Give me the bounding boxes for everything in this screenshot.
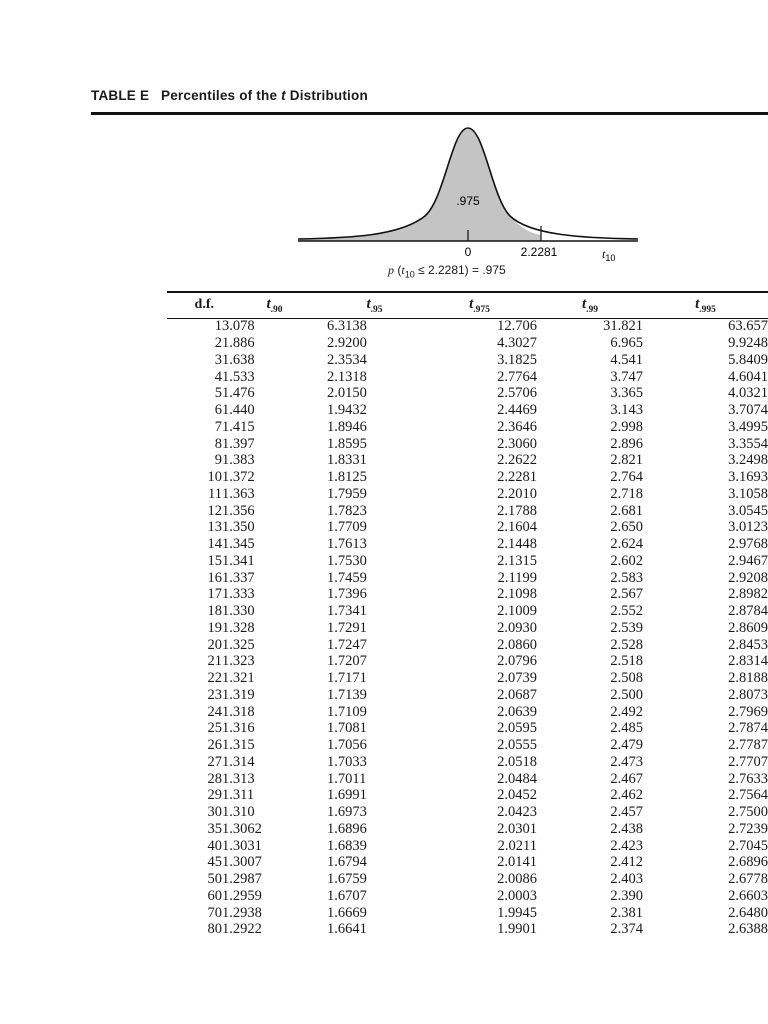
value-cell: 2.3646 [497, 418, 537, 435]
header-row [167, 292, 768, 318]
value-cell: 2.0003 [497, 887, 537, 904]
df-cell: 2 [214, 335, 222, 352]
df-cell: 26 [207, 737, 222, 754]
value-cell: 1.7247 [327, 636, 367, 653]
value-cell: 2.9208 [728, 569, 768, 586]
value-cell: 2.6388 [728, 921, 768, 934]
value-cell: 1.7109 [327, 703, 367, 720]
df-cell: 20 [207, 636, 222, 653]
value-cell: 2.0211 [497, 837, 537, 854]
table-title [91, 88, 368, 103]
value-cell: 1.7171 [327, 670, 367, 687]
value-cell: 2.2281 [497, 469, 537, 486]
value-cell: 3.365 [610, 385, 643, 402]
value-cell: 3.747 [610, 368, 643, 385]
value-cell: 1.7613 [327, 536, 367, 553]
value-cell: 3.0123 [728, 519, 768, 536]
value-cell: 2.0687 [497, 686, 537, 703]
df-cell: 45 [207, 854, 222, 871]
value-cell: 1.315 [222, 737, 255, 754]
value-cell: 2.7969 [728, 703, 768, 720]
value-cell: 2.0739 [497, 670, 537, 687]
table-row [167, 837, 768, 854]
table-row [167, 653, 768, 670]
value-cell: 1.7291 [327, 619, 367, 636]
table-row [167, 486, 768, 503]
df-cell: 25 [207, 720, 222, 737]
value-cell: 2.1199 [497, 569, 537, 586]
value-cell: 1.7530 [327, 552, 367, 569]
value-cell: 31.821 [603, 318, 643, 335]
value-cell: 2.7045 [728, 837, 768, 854]
value-cell: 2.7500 [728, 804, 768, 821]
value-cell: 1.638 [222, 351, 255, 368]
value-cell: 2.5706 [497, 385, 537, 402]
df-cell: 21 [207, 653, 222, 670]
value-cell: 2.1098 [497, 586, 537, 603]
value-cell: 2.7874 [728, 720, 768, 737]
table-row [167, 435, 768, 452]
table-label: TABLE E [91, 88, 150, 103]
df-cell: 8 [214, 435, 222, 452]
value-cell: 1.314 [222, 753, 255, 770]
value-cell: 2.8609 [728, 619, 768, 636]
value-cell: 2.1315 [497, 552, 537, 569]
value-cell: 1.7709 [327, 519, 367, 536]
value-cell: 1.7207 [327, 653, 367, 670]
value-cell: 2.0796 [497, 653, 537, 670]
value-cell: 1.321 [222, 670, 255, 687]
value-cell: 1.2938 [222, 904, 262, 921]
shaded-area [298, 128, 541, 241]
value-cell: 4.541 [610, 351, 643, 368]
value-cell: 2.0141 [497, 854, 537, 871]
df-cell: 27 [207, 753, 222, 770]
value-cell: 2.462 [610, 787, 643, 804]
value-cell: 2.467 [610, 770, 643, 787]
table-row [167, 888, 768, 905]
value-cell: 2.8314 [728, 653, 768, 670]
table-row [167, 754, 768, 771]
value-cell: 1.333 [222, 586, 255, 603]
title-text-t: t [281, 88, 286, 103]
col-header-t99: $t_{.99}$ [581, 295, 599, 315]
table-row [167, 737, 768, 754]
df-cell: 30 [207, 804, 222, 821]
value-cell: 1.6759 [327, 871, 367, 888]
cutoff-label: 2.2281 [520, 245, 558, 259]
value-cell: 1.8125 [327, 469, 367, 486]
df-cell: 12 [207, 502, 222, 519]
value-cell: 12.706 [497, 318, 537, 335]
value-cell: 2.518 [610, 653, 643, 670]
table-row [167, 871, 768, 888]
value-cell: 1.2922 [222, 921, 262, 934]
value-cell: 1.7081 [327, 720, 367, 737]
df-cell: 80 [207, 921, 222, 934]
value-cell: 9.9248 [728, 335, 768, 352]
table-row [167, 586, 768, 603]
value-cell: 2.403 [610, 871, 643, 888]
value-cell: 2.8784 [728, 603, 768, 620]
value-cell: 2.9200 [327, 335, 367, 352]
t-table [167, 292, 768, 934]
df-cell: 4 [214, 368, 222, 385]
value-cell: 2.681 [610, 502, 643, 519]
value-cell: 1.6896 [327, 820, 367, 837]
col-header-df: d.f. [194, 297, 214, 312]
value-cell: 2.0860 [497, 636, 537, 653]
value-cell: 1.6839 [327, 837, 367, 854]
value-cell: 1.7459 [327, 569, 367, 586]
value-cell: 1.8946 [327, 418, 367, 435]
value-cell: 3.0545 [728, 502, 768, 519]
value-cell: 2.457 [610, 804, 643, 821]
value-cell: 1.6669 [327, 904, 367, 921]
value-cell: 1.7033 [327, 753, 367, 770]
value-cell: 1.9901 [497, 921, 537, 934]
value-cell: 1.8595 [327, 435, 367, 452]
value-cell: 2.7764 [497, 368, 537, 385]
value-cell: 1.318 [222, 703, 255, 720]
value-cell: 2.412 [610, 854, 643, 871]
value-cell: 1.345 [222, 536, 255, 553]
df-cell: 35 [207, 820, 222, 837]
value-cell: 2.552 [610, 603, 643, 620]
col-header-t95: $t_{.95}$ [366, 295, 383, 315]
value-cell: 2.6480 [728, 904, 768, 921]
df-cell: 13 [207, 519, 222, 536]
value-cell: 1.6641 [327, 921, 367, 934]
df-cell: 23 [207, 686, 222, 703]
value-cell: 2.1318 [327, 368, 367, 385]
value-cell: 2.0555 [497, 737, 537, 754]
value-cell: 2.6778 [728, 871, 768, 888]
value-cell: 3.143 [610, 402, 643, 419]
value-cell: 1.2987 [222, 871, 262, 888]
df-cell: 16 [207, 569, 222, 586]
value-cell: 1.337 [222, 569, 255, 586]
value-cell: 1.7341 [327, 603, 367, 620]
value-cell: 1.415 [222, 418, 255, 435]
col-header-t90: $t_{.90}$ [266, 295, 283, 315]
value-cell: 3.7074 [728, 402, 768, 419]
df-cell: 6 [214, 402, 222, 419]
df-cell: 22 [207, 670, 222, 687]
table-row [167, 720, 768, 737]
table-row [167, 670, 768, 687]
df-cell: 14 [207, 536, 222, 553]
percentile-table [167, 292, 768, 934]
table-row [167, 452, 768, 469]
value-cell: 2.0150 [327, 385, 367, 402]
value-cell: 2.374 [610, 921, 643, 934]
value-cell: 2.0301 [497, 820, 537, 837]
value-cell: 1.2959 [222, 887, 262, 904]
value-cell: 1.7011 [327, 770, 367, 787]
table-row [167, 703, 768, 720]
value-cell: 2.485 [610, 720, 643, 737]
value-cell: 2.0452 [497, 787, 537, 804]
df-cell: 60 [207, 887, 222, 904]
value-cell: 2.896 [610, 435, 643, 452]
value-cell: 1.886 [222, 335, 255, 352]
value-cell: 1.476 [222, 385, 255, 402]
value-cell: 1.383 [222, 452, 255, 469]
value-cell: 3.1693 [728, 469, 768, 486]
value-cell: 2.7239 [728, 820, 768, 837]
table-row [167, 368, 768, 385]
df-cell: 24 [207, 703, 222, 720]
value-cell: 1.7396 [327, 586, 367, 603]
col-header-t975: $t_{.975}$ [469, 295, 490, 315]
value-cell: 2.539 [610, 619, 643, 636]
value-cell: 3.2498 [728, 452, 768, 469]
value-cell: 2.438 [610, 820, 643, 837]
distribution-figure [290, 118, 650, 273]
value-cell: 1.341 [222, 552, 255, 569]
value-cell: 1.6973 [327, 804, 367, 821]
value-cell: 1.328 [222, 619, 255, 636]
value-cell: 4.0321 [728, 385, 768, 402]
df-cell: 40 [207, 837, 222, 854]
value-cell: 3.4995 [728, 418, 768, 435]
top-rule [91, 112, 768, 115]
value-cell: 2.500 [610, 686, 643, 703]
value-cell: 1.8331 [327, 452, 367, 469]
value-cell: 1.6991 [327, 787, 367, 804]
value-cell: 2.8453 [728, 636, 768, 653]
value-cell: 3.3554 [728, 435, 768, 452]
table-row [167, 854, 768, 871]
df-cell: 70 [207, 904, 222, 921]
value-cell: 1.363 [222, 485, 255, 502]
df-cell: 18 [207, 603, 222, 620]
table-row [167, 419, 768, 436]
value-cell: 2.764 [610, 469, 643, 486]
value-cell: 2.473 [610, 753, 643, 770]
df-cell: 28 [207, 770, 222, 787]
value-cell: 1.372 [222, 469, 255, 486]
value-cell: 2.7564 [728, 787, 768, 804]
value-cell: 2.0518 [497, 753, 537, 770]
value-cell: 63.657 [728, 318, 768, 335]
value-cell: 1.3007 [222, 854, 262, 871]
value-cell: 2.1604 [497, 519, 537, 536]
value-cell: 1.7959 [327, 485, 367, 502]
value-cell: 2.0423 [497, 804, 537, 821]
value-cell: 2.650 [610, 519, 643, 536]
title-text-post: Distribution [289, 88, 368, 103]
table-row [167, 636, 768, 653]
value-cell: 2.2622 [497, 452, 537, 469]
value-cell: 2.0484 [497, 770, 537, 787]
table-row [167, 469, 768, 486]
value-cell: 2.3534 [327, 351, 367, 368]
t-distribution-curve [290, 118, 650, 268]
value-cell: 1.7056 [327, 737, 367, 754]
value-cell: 2.7633 [728, 770, 768, 787]
value-cell: 1.9945 [497, 904, 537, 921]
df-cell: 11 [208, 485, 222, 502]
table-row [167, 804, 768, 821]
value-cell: 1.310 [222, 804, 255, 821]
figure-caption: p $(t_{10} \le 2.2281) = .975$ [388, 263, 506, 280]
table-row [167, 553, 768, 570]
df-cell: 3 [214, 351, 222, 368]
df-cell: 1 [214, 318, 222, 335]
area-label: .975 [456, 194, 480, 208]
value-cell: 2.583 [610, 569, 643, 586]
df-cell: 15 [207, 552, 222, 569]
value-cell: 6.3138 [327, 318, 367, 335]
value-cell: 1.9432 [327, 402, 367, 419]
value-cell: 2.7707 [728, 753, 768, 770]
value-cell: 5.8409 [728, 351, 768, 368]
title-text-pre: Percentiles of the [161, 88, 278, 103]
value-cell: 2.6603 [728, 887, 768, 904]
value-cell: 2.3060 [497, 435, 537, 452]
value-cell: 2.821 [610, 452, 643, 469]
value-cell: 3.078 [222, 318, 255, 335]
value-cell: 2.2010 [497, 485, 537, 502]
table-row [167, 502, 768, 519]
value-cell: 2.0595 [497, 720, 537, 737]
value-cell: 2.381 [610, 904, 643, 921]
table-row [167, 687, 768, 704]
value-cell: 2.508 [610, 670, 643, 687]
value-cell: 1.319 [222, 686, 255, 703]
value-cell: 2.8982 [728, 586, 768, 603]
table-row [167, 335, 768, 352]
value-cell: 1.440 [222, 402, 255, 419]
value-cell: 2.390 [610, 887, 643, 904]
value-cell: 2.9467 [728, 552, 768, 569]
table-row [167, 770, 768, 787]
table-row [167, 569, 768, 586]
value-cell: 3.1825 [497, 351, 537, 368]
value-cell: 1.6707 [327, 887, 367, 904]
value-cell: 1.311 [222, 787, 255, 804]
value-cell: 2.1009 [497, 603, 537, 620]
df-cell: 9 [214, 452, 222, 469]
table-row [167, 921, 768, 934]
value-cell: 2.9768 [728, 536, 768, 553]
zero-label: 0 [464, 245, 472, 259]
table-row [167, 787, 768, 804]
df-cell: 19 [207, 619, 222, 636]
value-cell: 2.492 [610, 703, 643, 720]
table-row [167, 519, 768, 536]
value-cell: 1.350 [222, 519, 255, 536]
table-row [167, 318, 768, 335]
value-cell: 1.325 [222, 636, 255, 653]
value-cell: 2.4469 [497, 402, 537, 419]
value-cell: 2.0639 [497, 703, 537, 720]
df-cell: 17 [207, 586, 222, 603]
table-row [167, 904, 768, 921]
value-cell: 1.323 [222, 653, 255, 670]
df-cell: 5 [214, 385, 222, 402]
value-cell: 2.479 [610, 737, 643, 754]
value-cell: 1.533 [222, 368, 255, 385]
value-cell: 2.7787 [728, 737, 768, 754]
value-cell: 1.330 [222, 603, 255, 620]
value-cell: 2.602 [610, 552, 643, 569]
value-cell: 2.0086 [497, 871, 537, 888]
value-cell: 2.718 [610, 485, 643, 502]
value-cell: 2.998 [610, 418, 643, 435]
value-cell: 1.356 [222, 502, 255, 519]
value-cell: 2.528 [610, 636, 643, 653]
value-cell: 2.8073 [728, 686, 768, 703]
distribution-label: $t_{10}$ [602, 247, 616, 263]
value-cell: 1.3062 [222, 820, 262, 837]
table-row [167, 536, 768, 553]
df-cell: 10 [207, 469, 222, 486]
value-cell: 4.3027 [497, 335, 537, 352]
value-cell: 6.965 [610, 335, 643, 352]
value-cell: 2.0930 [497, 619, 537, 636]
value-cell: 1.316 [222, 720, 255, 737]
value-cell: 1.7139 [327, 686, 367, 703]
value-cell: 2.567 [610, 586, 643, 603]
value-cell: 1.397 [222, 435, 255, 452]
value-cell: 2.624 [610, 536, 643, 553]
table-row [167, 385, 768, 402]
value-cell: 2.1448 [497, 536, 537, 553]
value-cell: 1.6794 [327, 854, 367, 871]
table-row [167, 402, 768, 419]
df-cell: 29 [207, 787, 222, 804]
table-row [167, 821, 768, 838]
col-header-t995: $t_{.995}$ [695, 295, 716, 315]
value-cell: 1.313 [222, 770, 255, 787]
df-cell: 7 [214, 418, 222, 435]
value-cell: 2.423 [610, 837, 643, 854]
table-row [167, 620, 768, 637]
value-cell: 2.1788 [497, 502, 537, 519]
value-cell: 3.1058 [728, 485, 768, 502]
table-row [167, 352, 768, 369]
table-row [167, 603, 768, 620]
value-cell: 4.6041 [728, 368, 768, 385]
value-cell: 1.7823 [327, 502, 367, 519]
df-cell: 50 [207, 871, 222, 888]
value-cell: 1.3031 [222, 837, 262, 854]
value-cell: 2.8188 [728, 670, 768, 687]
value-cell: 2.6896 [728, 854, 768, 871]
